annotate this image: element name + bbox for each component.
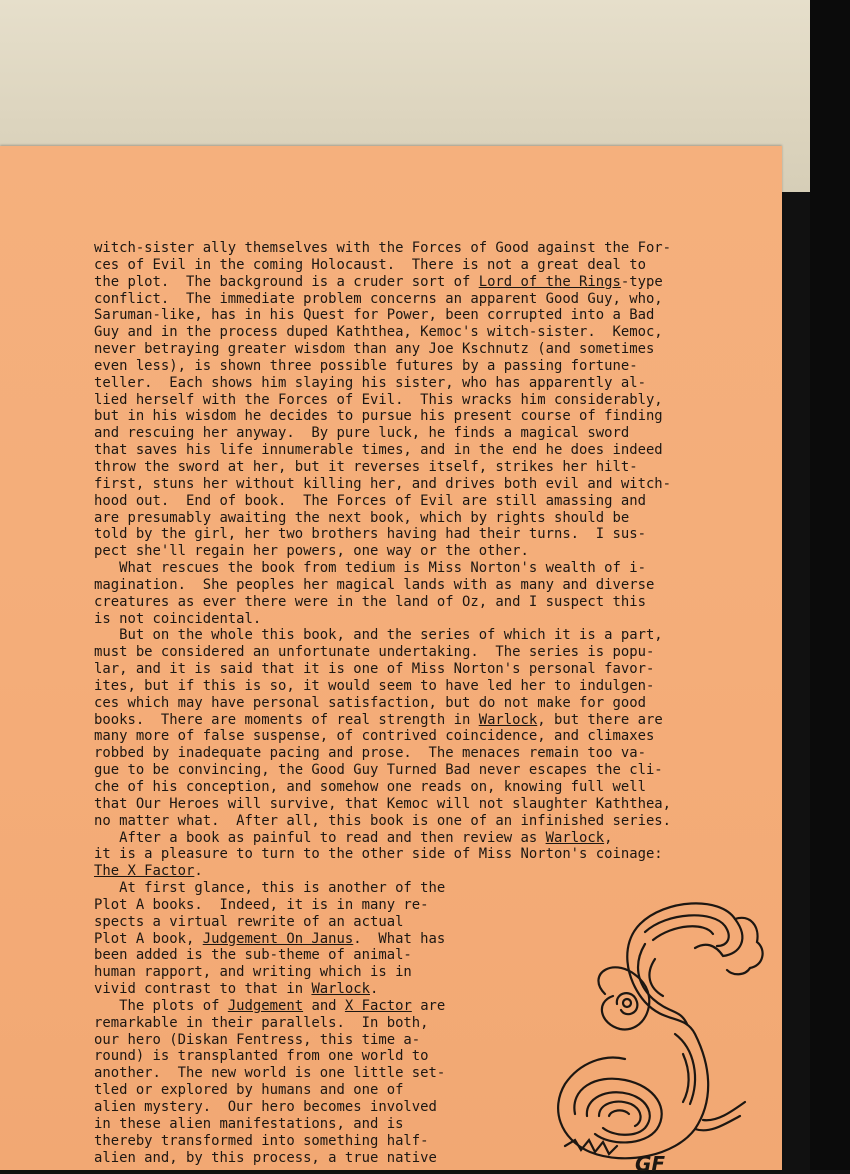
text-line: But on the whole this book, and the series of which it is a part, (94, 627, 663, 644)
text-line: ces of Evil in the coming Holocaust. There is not a great deal to (94, 256, 646, 273)
text-line: told by the girl, her two brothers having had their turns. I sus- (94, 526, 646, 543)
text-line: no matter what. After all, this book is one of an infinished series. (94, 812, 672, 829)
text-line: our hero (Diskan Fentress, this time a- (94, 1031, 421, 1048)
text-line: What rescues the book from tedium is Miss Norton's wealth of i- (94, 560, 646, 577)
text-line: At first glance, this is another of the (94, 880, 446, 896)
text-line: gue to be convincing, the Good Guy Turned Bad never escapes the cli- (94, 762, 663, 779)
text-line: the plot. The background is a cruder sort of Lord of the Rings-type (94, 273, 663, 290)
text-line: throw the sword at her, but it reverses itself, strikes her hilt- (94, 458, 638, 475)
text-line: that Our Heroes will survive, that Kemoc will not slaughter Kaththea, (94, 795, 672, 812)
text-line: robbed by inadequate pacing and prose. The menaces remain too va- (94, 745, 646, 762)
text-line: human rapport, and writing which is in (94, 964, 412, 981)
text-line: creatures as ever there were in the land of Oz, and I suspect this (94, 593, 646, 610)
text-line: never betraying greater wisdom than any Joe Kschnutz (and sometimes (94, 341, 655, 358)
text-line: thereby transformed into something half- (94, 1132, 429, 1149)
text-line: hood out. End of book. The Forces of Evil are still amassing and (94, 492, 646, 509)
text-line: teller. Each shows him slaying his sister, who has apparently al- (94, 374, 646, 391)
text-line: first, stuns her without killing her, and drives both evil and witch- (94, 475, 672, 492)
text-line: Plot A books. Indeed, it is in many re- (94, 896, 429, 913)
artist-signature: GF (635, 1152, 666, 1174)
text-line: in these alien manifestations, and is (94, 1115, 404, 1132)
text-line: ces which may have personal satisfaction, but do not make for good (94, 694, 646, 711)
text-line: che of his conception, and somehow one reads on, knowing full well (94, 779, 646, 795)
text-line: magination. She peoples her magical lands with as many and diverse (94, 576, 655, 593)
text-line: are presumably awaiting the next book, which by rights should be (94, 509, 630, 526)
text-line: another. The new world is one little set- (94, 1065, 446, 1082)
text-line: Plot A book, Judgement On Janus. What has (94, 930, 446, 947)
text-line: lar, and it is said that it is one of Miss Norton's personal favor- (94, 661, 655, 678)
text-line: lied herself with the Forces of Evil. This wracks him considerably, (94, 391, 663, 408)
text-line: spects a virtual rewrite of an actual (94, 913, 404, 930)
text-line: alien and, by this process, a true native (94, 1149, 437, 1166)
text-line: conflict. The immediate problem concerns an apparent Good Guy, who, (94, 290, 663, 307)
text-line: Guy and in the process duped Kaththea, Kemoc's witch-sister. Kemoc, (94, 324, 663, 341)
text-line: it is a pleasure to turn to the other side of Miss Norton's coinage: (94, 846, 663, 863)
text-line: Saruman-like, has in his Quest for Power, been corrupted into a Bad (94, 307, 655, 324)
text-line: even less), is shown three possible futures by a passing fortune- (94, 357, 638, 374)
text-line: round) is transplanted from one world to (94, 1048, 429, 1065)
text-line: books. There are moments of real strength in Warlock, but there are (94, 711, 663, 728)
swirl-creature-drawing-icon (545, 884, 785, 1174)
text-line: pect she'll regain her powers, one way or the other. (94, 543, 529, 560)
text-line: remarkable in their parallels. In both, (94, 1014, 429, 1031)
text-line: After a book as painful to read and then review as Warlock, (94, 829, 613, 846)
text-line: been added is the sub-theme of animal- (94, 947, 412, 964)
text-line: must be considered an unfortunate undertaking. The series is popu- (94, 644, 655, 661)
text-line: that saves his life innumerable times, and in the end he does indeed (94, 442, 663, 459)
text-line: but in his wisdom he decides to pursue his present course of finding (94, 408, 663, 425)
text-line: many more of false suspense, of contrived coincidence, and climaxes (94, 728, 655, 745)
text-line: vivid contrast to that in Warlock. (94, 981, 379, 998)
text-line: witch-sister ally themselves with the Forces of Good against the For- (94, 240, 672, 256)
text-line: The plots of Judgement and X Factor are (94, 997, 446, 1014)
text-line: The X Factor. (94, 863, 203, 880)
text-line: tled or explored by humans and one of (94, 1082, 404, 1099)
text-line: and rescuing her anyway. By pure luck, he finds a magical sword (94, 425, 630, 442)
text-line: is not coincidental. (94, 610, 262, 627)
scanner-background (810, 0, 850, 1170)
body-text-full-width (94, 240, 782, 880)
typewritten-page (0, 146, 782, 1174)
text-line: alien mystery. Our hero becomes involved (94, 1098, 437, 1115)
text-line: ites, but if this is so, it would seem to have led her to indulgen- (94, 677, 655, 694)
